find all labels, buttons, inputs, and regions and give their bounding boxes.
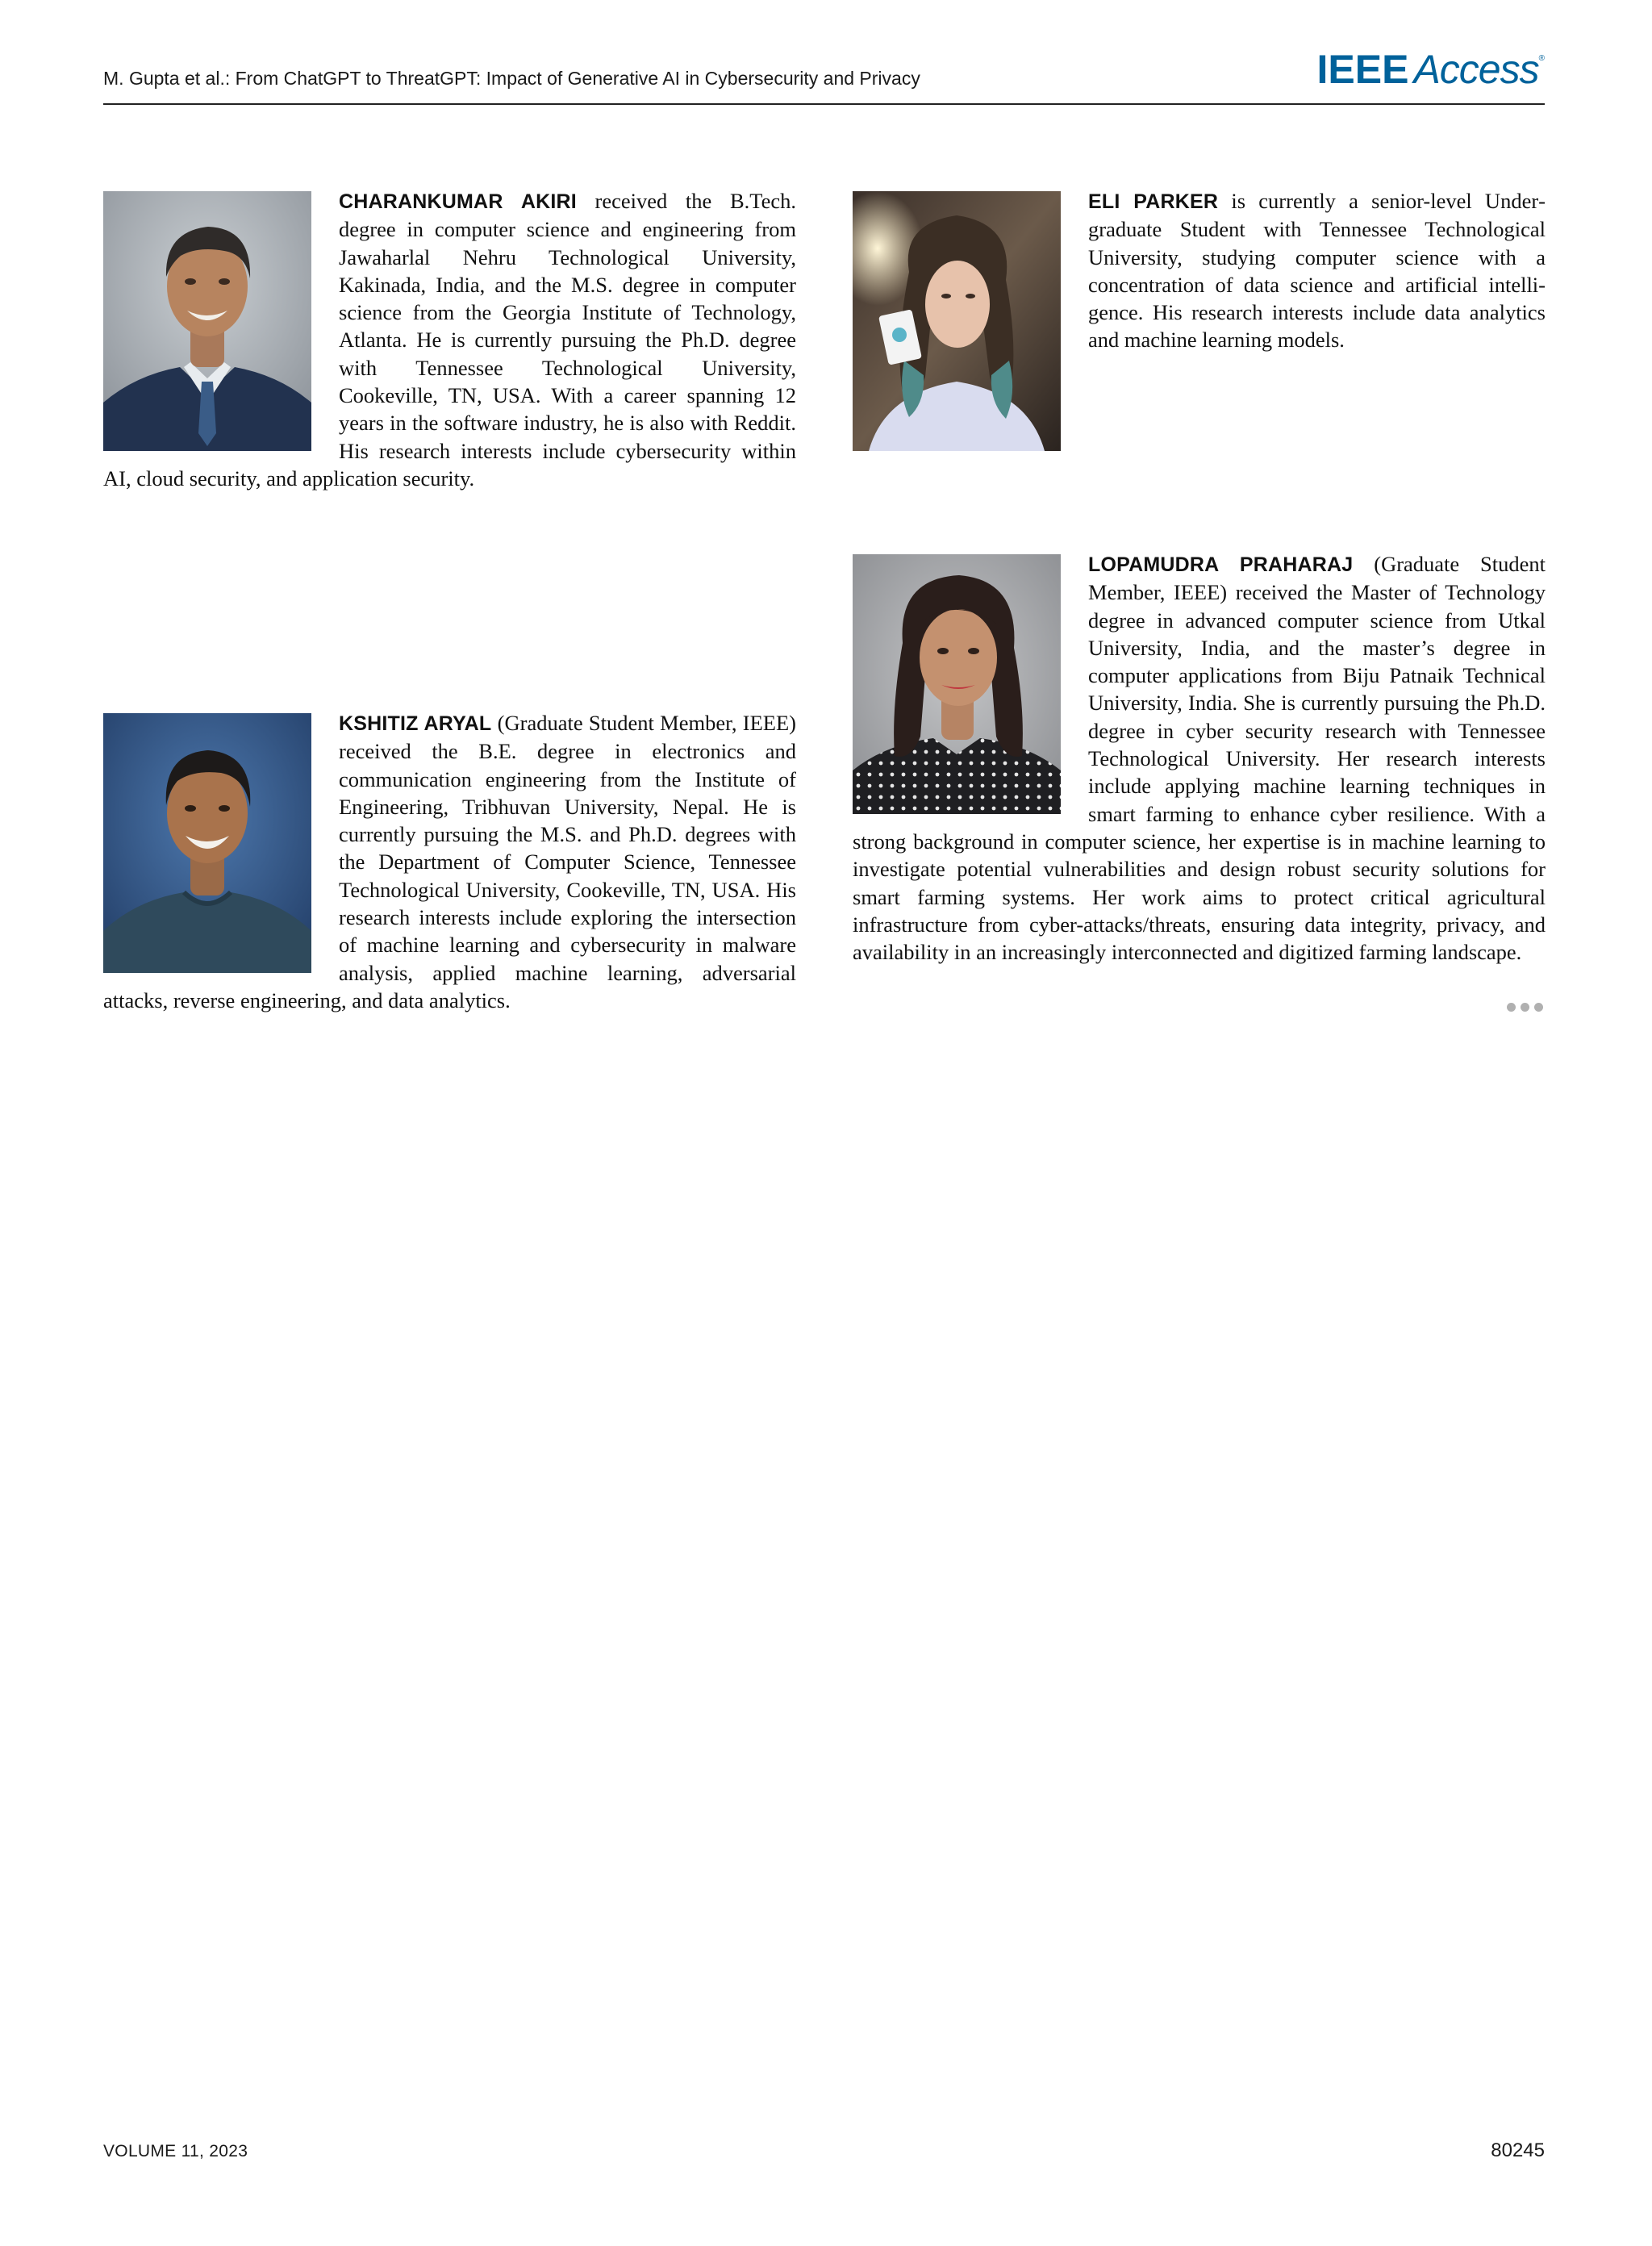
dot [1521,1003,1529,1012]
author-name: KSHITIZ ARYAL [339,712,492,735]
bio-lopamudra-praharaj [853,550,1546,966]
author-bio-text: is currently a senior-level Undergraduate Student with Tennessee Technological University, studying computer science with a concentration of data science and artificial intelligence. His research interests include data analytics and machine learning models. [1088,189,1546,353]
author-photo [103,713,311,973]
bio-eli-parker [853,187,1546,451]
author-photo [853,554,1061,814]
section-end-dots [1507,1001,1547,1012]
ieee-access-logo [1317,47,1546,92]
author-photo [853,191,1061,451]
volume-label: VOLUME 11, 2023 [103,2142,248,2160]
logo-access-text: Access [1413,47,1539,92]
author-name: LOPAMUDRA PRAHARAJ [1088,553,1354,576]
bio-charankumar-akiri [103,187,796,492]
author-photo [103,191,311,451]
header-rule [103,103,1545,105]
bio-kshitiz-aryal [103,709,796,1014]
logo-registered-mark: ® [1538,54,1545,63]
dot [1534,1003,1543,1012]
author-bio-text: (Graduate Student Member, IEEE) received the Master of Technology degree in advanced computer science from Utkal University, India, and the master’s degree in computer applications from Biju Patnaik Technical University, India. She is currently pursuing the Ph.D. degree in cyber security research with Tennessee Technological University. Her research interests include applying machine learning techniques in smart farming to enhance cyber resilience. With a strong background in computer science, her expertise is in machine learning to investigate potential vulnerabilities and design robust security solutions for smart farming systems. Her work aims to protect critical agricultural infrastructure from cyber-attacks/threats, ensuring data integrity, privacy, and availability in an increasingly interconnected and digitized farming landscape. [853,552,1546,965]
author-bio-text: (Graduate Student Member, IEEE) received the B.E. degree in electronics and communication engineering from the Institute of Engineering, Tribhuvan University, Nepal. He is currently pursuing the M.S. and Ph.D. degrees with the Department of Computer Science, Tennessee Technological University, Cookeville, TN, USA. His research interests include exploring the intersection of machine learning and cybersecurity in malware analysis, applied machine learning, adversarial attacks, reverse engineering, and data analytics. [103,711,796,1012]
page-number: 80245 [1491,2140,1545,2161]
running-head: M. Gupta et al.: From ChatGPT to ThreatGPT: Impact of Generative AI in Cybersecurity and Privacy [103,68,920,89]
author-name: CHARANKUMAR AKIRI [339,190,577,213]
dot [1507,1003,1516,1012]
author-bio-text: received the B.Tech. degree in computer science and engineering from Jawaharlal Nehru Technological University, Kakinada, India, and the M.S. degree in computer science from the Georgia Institute of Technology, Atlanta. He is currently pursuing the Ph.D. degree with Tennessee Technological University, Cookeville, TN, USA. With a career spanning 12 years in the software industry, he is also with Reddit. His research interests include cybersecurity within AI, cloud security, and application security. [103,189,796,491]
logo-ieee-text: IEEE [1316,47,1409,92]
author-name: ELI PARKER [1088,190,1219,213]
